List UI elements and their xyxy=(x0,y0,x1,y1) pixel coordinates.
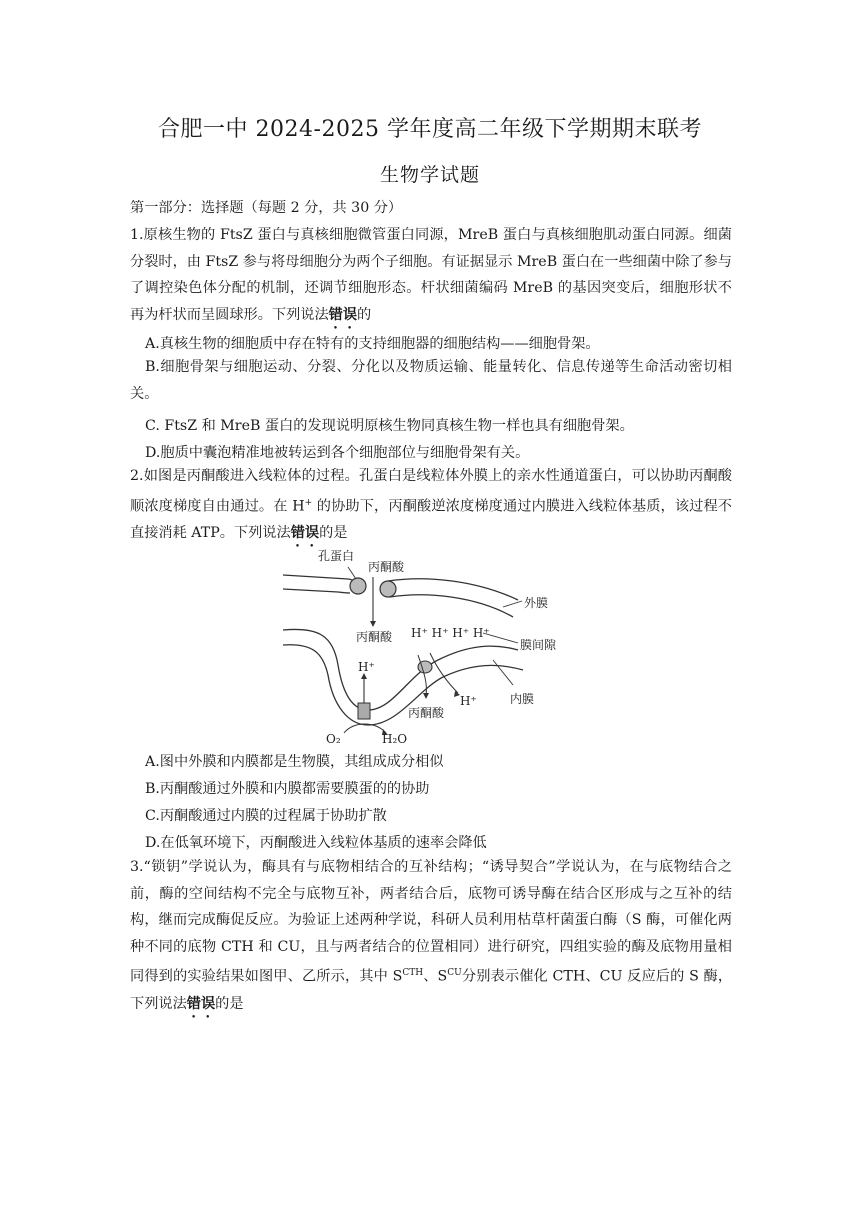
label-h2o: H₂O xyxy=(382,732,408,746)
outer-membrane-left-top xyxy=(283,575,358,589)
question-1-option-b-text: B.细胞骨架与细胞运动、分裂、分化以及物质运输、能量转化、信息传递等生命活动密切相关。 xyxy=(130,359,732,402)
question-1-option-b xyxy=(130,354,732,407)
question-1-option-d: D.胞质中囊泡精准地被转运到各个细胞部位与细胞骨架有关。 xyxy=(145,445,530,461)
label-pyruvate-mid: 丙酮酸 xyxy=(356,630,393,644)
pore-protein-left xyxy=(350,578,366,594)
question-3-emphasis: 错误 xyxy=(186,995,216,1012)
question-2-option-a: A.图中外膜和内膜都是生物膜，其组成成分相似 xyxy=(145,754,444,770)
question-3-sup-cu: CU xyxy=(447,968,462,979)
mitochondria-diagram xyxy=(278,545,568,750)
label-o2: O₂ xyxy=(326,732,341,746)
exam-subtitle: 生物学试题 xyxy=(379,164,480,186)
outer-membrane-right-bottom xyxy=(390,595,513,617)
question-2-option-d: D.在低氧环境下，丙酮酸进入线粒体基质的速率会降低 xyxy=(145,835,487,851)
outer-membrane-leader xyxy=(503,601,522,607)
question-2-option-b: B.丙酮酸通过外膜和内膜都需要膜蛋的的协助 xyxy=(145,781,430,797)
question-2-superscript: + xyxy=(304,497,313,508)
label-inner-membrane: 内膜 xyxy=(510,692,535,706)
outer-membrane-left-bottom xyxy=(283,589,350,593)
respiratory-complex xyxy=(358,703,370,719)
question-3-text-b: 分别表示催化 CTH、CU 反应后的 S 酶，下列说法 xyxy=(130,969,733,1012)
exam-title: 合肥一中 2024-2025 学年度高二年级下学期期末联考 xyxy=(158,117,702,142)
label-outer-membrane: 外膜 xyxy=(524,596,549,610)
question-2-stem xyxy=(130,463,732,550)
question-1-option-a: A.真核生物的细胞质中存在特有的支持细胞器的细胞结构——细胞骨架。 xyxy=(145,336,600,352)
pore-protein-leader xyxy=(348,567,356,579)
section-heading: 第一部分：选择题（每题 2 分，共 30 分） xyxy=(130,200,403,216)
label-pyruvate-top: 丙酮酸 xyxy=(368,560,405,574)
inner-membrane-leader xyxy=(493,660,513,685)
question-2-text-b: 的协助下，丙酮酸逆浓度梯度通过内膜进入线粒体基质，该过程不直接消耗 ATP。下列说法 xyxy=(130,498,732,541)
question-2-text-a: 2.如图是丙酮酸进入线粒体的过程。孔蛋白是线粒体外膜上的亲水性通道蛋白，可以协助丙酮酸顺浓度梯度自由通过。在 H xyxy=(130,468,732,515)
question-1-option-c: C. FtsZ 和 MreB 蛋白的发现说明原核生物同真核生物一样也具有细胞骨架。 xyxy=(145,418,634,434)
label-intermembrane-space: 膜间隙 xyxy=(520,638,557,652)
question-3-mid: 、S xyxy=(423,969,448,986)
question-3-sup-cth: CTH xyxy=(402,968,424,979)
question-2-tail: 的是 xyxy=(319,524,348,541)
pyruvate-arrowhead xyxy=(370,621,376,627)
question-2-option-c: C.丙酮酸通过内膜的过程属于协助扩散 xyxy=(145,808,387,824)
inner-membrane-top xyxy=(283,629,518,710)
question-1-tail: 的 xyxy=(357,306,372,323)
label-h-right: H⁺ xyxy=(460,694,477,708)
question-1-emphasis: 错误 xyxy=(328,306,358,323)
question-3-text-a: 3.“锁钥”学说认为，酶具有与底物相结合的互补结构；“诱导契合”学说认为，在与底物结合之前，酶的空间结构不完全与底物互补，两者结合后，底物可诱导酶在结合区形成与之互补的结构，继而完成酶促反应。为验证上述两种学说，科研人员利用枯草杆菌蛋白酶（S 酶，可催化两种不同的底物 CTH 和 CU，且与两者结合的位置相同）进行研究，四组实验的酶及底物用量相同得到的实验结果如图甲、乙所示，其中 S xyxy=(130,859,732,986)
question-2-emphasis: 错误 xyxy=(290,524,320,541)
label-pore-protein: 孔蛋白 xyxy=(318,549,355,563)
inner-membrane-bottom xyxy=(283,645,523,725)
question-3-tail: 的是 xyxy=(215,995,244,1012)
question-3-stem xyxy=(130,854,732,1021)
pore-protein-right xyxy=(380,581,396,597)
question-1-text: 1.原核生物的 FtsZ 蛋白与真核细胞微管蛋白同源，MreB 蛋白与真核细胞肌动蛋白同源。细菌分裂时，由 FtsZ 参与将母细胞分为两个子细胞。有证据显示 MreB 蛋白在一些细菌中除了参与了调控染色体分配的机制，还调节细胞形态。杆状细菌编码 MreB 的基因突变后，细胞形状不再为杆状而呈圆球形。下列说法 xyxy=(130,227,732,323)
label-h-ions: H⁺ H⁺ H⁺ H⁺ xyxy=(411,626,490,640)
pyruvate-arrowhead-in xyxy=(423,693,429,699)
label-h-up: H⁺ xyxy=(358,660,375,674)
question-1-stem xyxy=(130,222,732,332)
label-pyruvate-bottom: 丙酮酸 xyxy=(408,706,445,720)
